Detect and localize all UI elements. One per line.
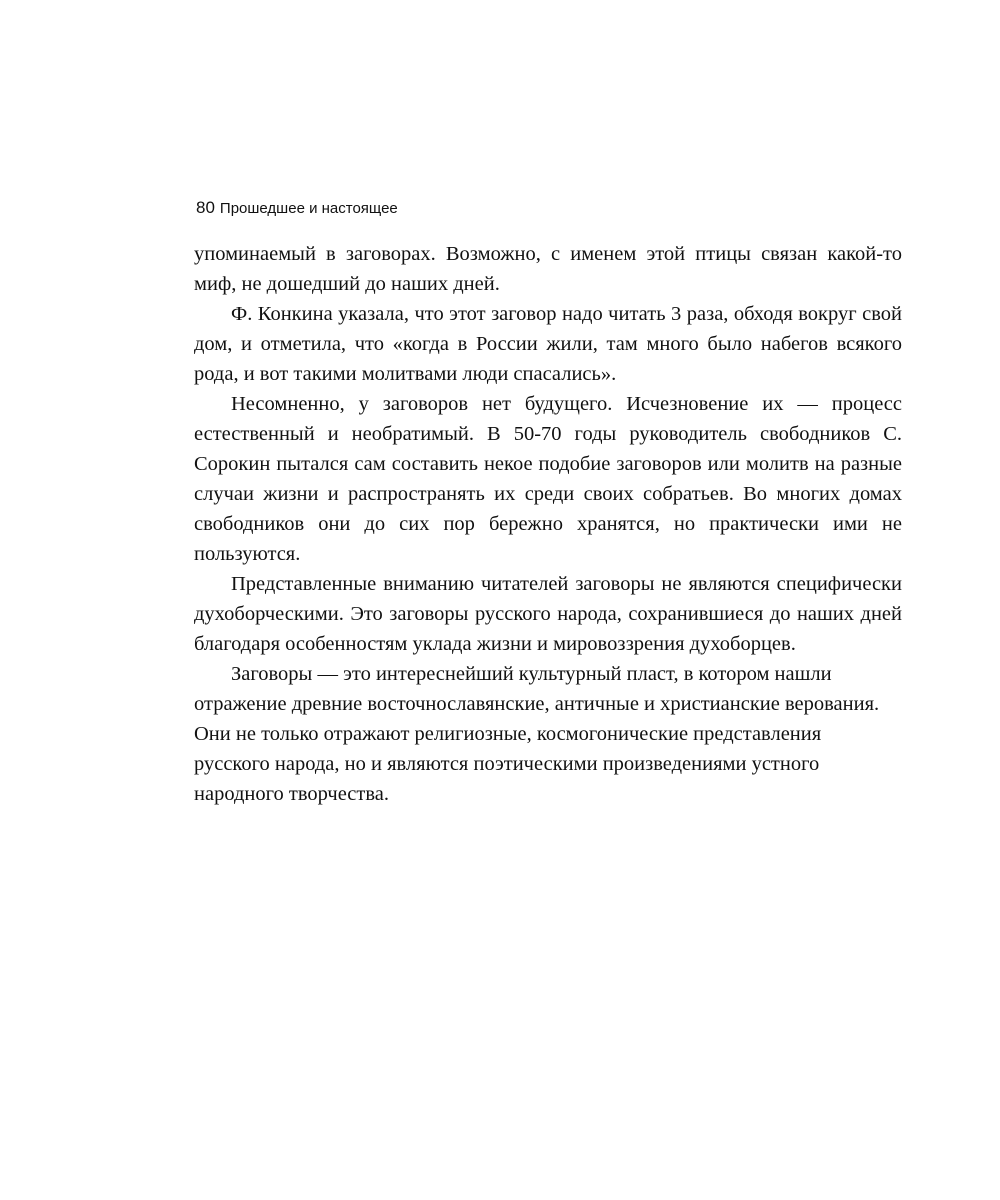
- running-header: [196, 198, 398, 219]
- running-title: Прошедшее и настоящее: [219, 200, 398, 217]
- paragraph: Представленные вниманию читателей заговоры не являются специфически духоборческими. Это заговоры русского народа, сохранившиеся до наших дней благодаря особенностям уклада жизни и мировоззрения духоборцев.: [194, 573, 902, 655]
- paragraph: Ф. Конкина указала, что этот заговор надо читать 3 раза, обходя вокруг свой дом, и отметила, что «когда в России жили, там много было набегов всякого рода, и вот такими молитвами люди спасались».: [194, 303, 902, 385]
- body-text: [194, 239, 902, 809]
- paragraph: Несомненно, у заговоров нет будущего. Исчезновение их — процесс естественный и необратимый. В 50-70 годы руководитель свободников С. Сорокин пытался сам составить некое подобие заговоров или молитв на разные случаи жизни и распространять их среди своих собратьев. Во многих домах свободников они до сих пор бережно хранятся, но практически ими не пользуются.: [194, 393, 902, 565]
- paragraph: упоминаемый в заговорах. Возможно, с именем этой птицы связан какой-то миф, не дошедший до наших дней.: [194, 243, 902, 295]
- paragraph: Заговоры — это интереснейший культурный пласт, в котором нашли отражение древние восточнославянские, античные и христианские верования. Они не только отражают религиозные, космогонические представления русского народа, но и являются поэтическими произведениями устного народного творчества.: [194, 663, 880, 805]
- page-number: 80: [196, 198, 215, 217]
